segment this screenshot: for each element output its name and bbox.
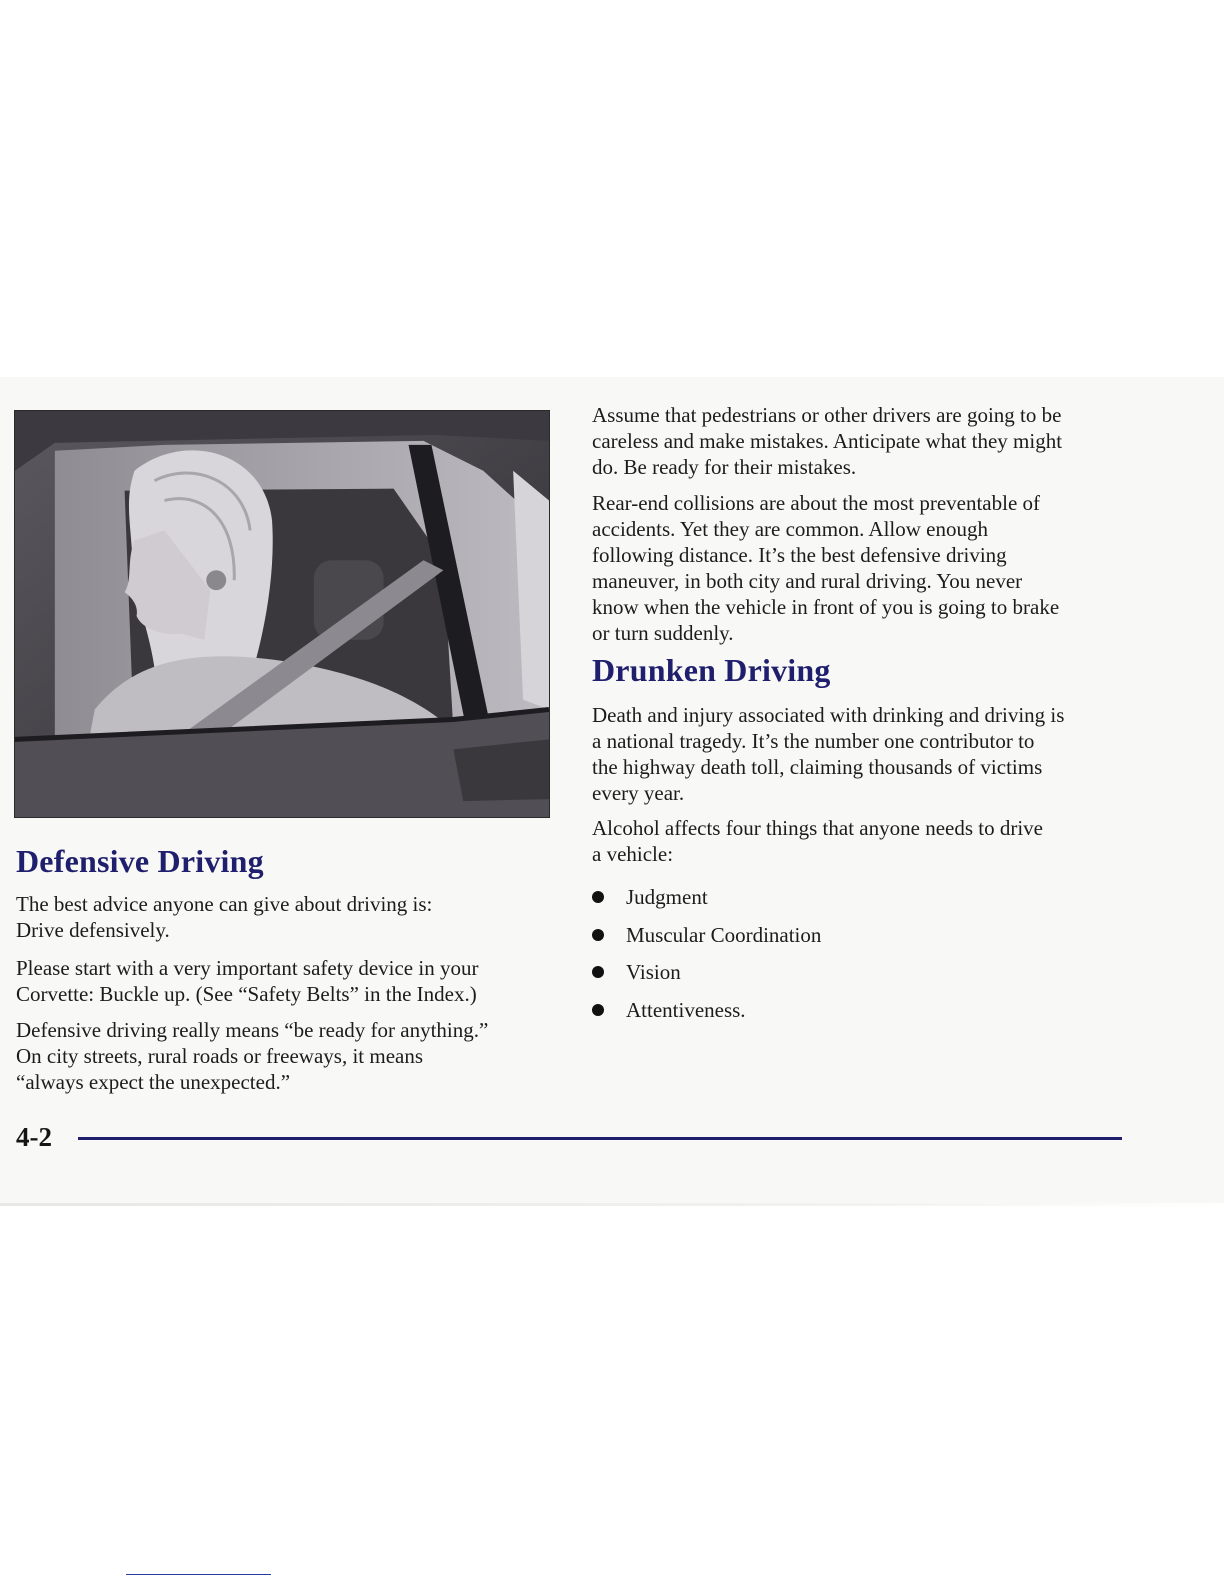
text-line: careless and make mistakes. Anticipate what they might (592, 429, 1063, 453)
text-line: every year. (592, 781, 685, 805)
text-line: Alcohol affects four things that anyone needs to drive (592, 816, 1043, 840)
text-line: do. Be ready for their mistakes. (592, 455, 857, 479)
text-line: On city streets, rural roads or freeways, it means (16, 1044, 424, 1068)
bullet-icon (592, 929, 604, 941)
text-line: Please start with a very important safety device in your (16, 956, 479, 980)
text-line: the highway death toll, claiming thousands of victims (592, 755, 1043, 779)
text-line: accidents. Yet they are common. Allow enough (592, 517, 989, 541)
assume-paragraph (592, 402, 1062, 480)
text-line: Rear-end collisions are about the most preventable of (592, 491, 1041, 515)
rear-end-paragraph (592, 490, 1059, 646)
woman-driving-illustration (14, 410, 550, 818)
defensive-paragraph-3 (16, 1017, 488, 1095)
section-heading-drunken-driving: Drunken Driving (592, 652, 831, 688)
text-line: a national tragedy. It’s the number one contributor to (592, 729, 1035, 753)
text-line: Death and injury associated with drinking and driving is (592, 703, 1065, 727)
text-line: maneuver, in both city and rural driving. You never (592, 569, 1023, 593)
bottom-underline (126, 1574, 271, 1575)
page-number: 4-2 (16, 1122, 52, 1152)
page-edge-shadow (0, 1203, 1224, 1206)
footer-rule (78, 1137, 1122, 1140)
list-item-text: Judgment (626, 885, 708, 909)
defensive-paragraph-2 (16, 955, 478, 1007)
bullet-icon (592, 1004, 604, 1016)
section-heading-defensive-driving: Defensive Driving (16, 843, 264, 879)
text-line: a vehicle: (592, 842, 674, 866)
text-line: following distance. It’s the best defensive driving (592, 543, 1007, 567)
alcohol-paragraph (592, 815, 1043, 867)
drunken-paragraph-1 (592, 702, 1064, 806)
text-line: know when the vehicle in front of you is going to brake (592, 595, 1060, 619)
bullet-icon (592, 891, 604, 903)
text-line: Drive defensively. (16, 918, 170, 942)
defensive-paragraph-1 (16, 891, 432, 943)
text-line: “always expect the unexpected.” (16, 1070, 291, 1094)
illustration-drawing (15, 411, 549, 817)
text-line: Defensive driving really means “be ready for anything.” (16, 1018, 489, 1042)
bullet-icon (592, 966, 604, 978)
text-line: Assume that pedestrians or other drivers are going to be (592, 403, 1062, 427)
text-line: Corvette: Buckle up. (See “Safety Belts” in the Index.) (16, 982, 477, 1006)
text-line: The best advice anyone can give about driving is: (16, 892, 433, 916)
list-item-text: Attentiveness. (626, 997, 746, 1022)
list-item-text: Muscular Coordination (626, 922, 822, 947)
text-line: or turn suddenly. (592, 621, 734, 645)
list-item-text: Vision (626, 960, 681, 984)
